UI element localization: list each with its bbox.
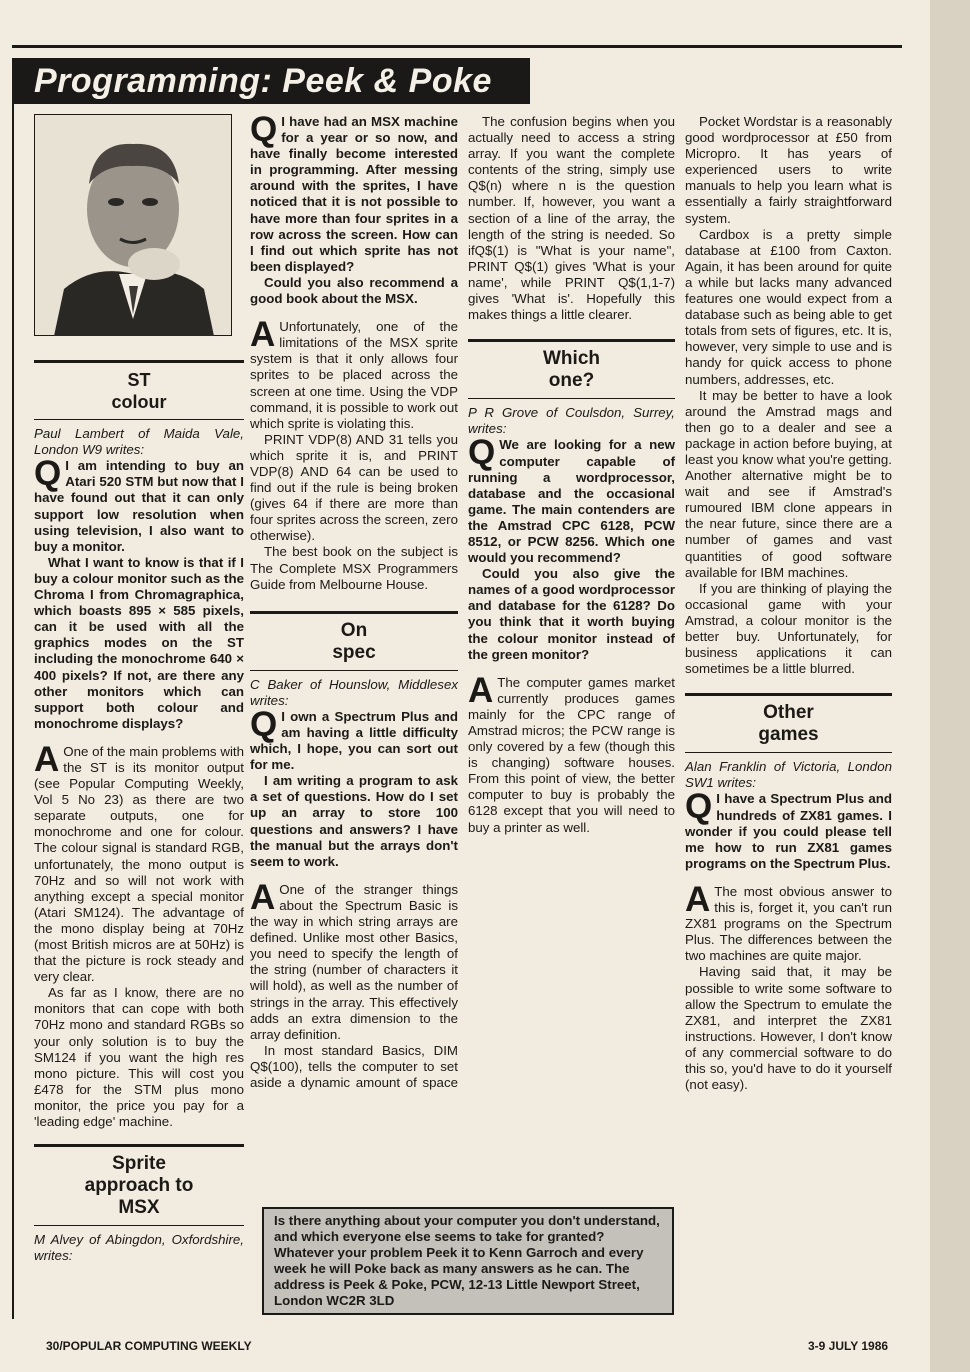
drop-cap-a: A (250, 315, 276, 355)
drop-cap-q: Q (250, 704, 278, 744)
which-answer-5: If you are thinking of playing the occasional game with your Amstrad, a colour monitor is the better buy. Unfortunately, for business applications it can sometimes be a little blurred. (685, 580, 892, 677)
msx-question-2: Could you also recommend a good book about the MSX. (250, 274, 458, 307)
st-byline: Paul Lambert of Maida Vale, London W9 writes: (34, 426, 244, 458)
other-answer-1-text: The most obvious answer to this is, forget it, you can't run ZX81 programs on the Spectrum Plus. The differences between the two machines are quite major. (685, 883, 892, 964)
spec-question-1-text: I own a Spectrum Plus and am having a little difficulty which, I hope, you can sort out for me. (250, 708, 458, 773)
page-title: Programming: Peek & Poke (12, 58, 530, 104)
spec-question-2: I am writing a program to ask a set of questions. How do I set up an array to store 100 questions and answers? I have the manual but the arrays don't seem to work. (250, 773, 458, 869)
column-4 (685, 114, 892, 1093)
msx-byline: M Alvey of Abingdon, Oxfordshire, writes: (34, 1232, 244, 1264)
other-question-1 (685, 787, 892, 871)
spec-answer-2: In most standard Basics, DIM Q$(100), tells the computer to set aside a dynamic amount of space (250, 1042, 458, 1090)
drop-cap-q: Q (685, 787, 713, 827)
footer-date: 3-9 JULY 1986 (808, 1339, 889, 1353)
drop-cap-q: Q (250, 110, 278, 149)
msx-heading (34, 1144, 244, 1219)
st-answer-1-text: One of the main problems with the ST is its monitor output (see Popular Computing Weekly, Vol 5 No 23) as there are two separate outputs, one for monochrome and one for colour. The colour signal is standard RGB, unfortunately, the mono output is 70Hz and so will not work with anything except a special monitor (Atari SM124). The advantage of the mono display being at 70Hz (most British micros are at 50Hz) is that the picture is rock steady and very clear. (34, 743, 244, 985)
info-box: Is there anything about your computer you don't understand, and which everyone else seems to take for granted? Whatever your problem Peek it to Kenn Garroch and every week he will Poke back as many answers as he can. The address is Peek & Poke, PCW, 12-13 Little Newport Street, London WC2R 3LD (262, 1207, 674, 1315)
drop-cap-a: A (685, 879, 711, 919)
spec-heading (250, 611, 458, 664)
which-answer-1-text: The computer games market currently produces games mainly for the CPC range of Amstrad micros; the PCW range is only covered by a few (though this is changing) software houses. From this point of view, the better computer to buy is probably the 6128 except that you will need to buy a printer as well. (468, 674, 675, 835)
drop-cap-q: Q (34, 454, 62, 494)
column-2 (250, 110, 458, 1093)
which-heading (468, 339, 675, 392)
msx-answer-2: PRINT VDP(8) AND 31 tells you which sprite it is, and PRINT VDP(8) AND 64 can be used to find out if the rule is being broken (gives 64 if there are more than four sprites across the screen, zero otherwise). (250, 431, 458, 544)
other-heading (685, 693, 892, 746)
spec-answer-1-text: One of the stranger things about the Spectrum Basic is the way in which string arrays are defined. Unlike most other Basics, you need to specify the length of the string (number of characters it will hold), as well as the number of strings in the array. This effectively adds an extra dimension to the array definition. (250, 881, 458, 1042)
msx-answer-1-text: Unfortunately, one of the limitations of the MSX sprite system is that it only allows four sprites to be placed across the screen at one time. Using the VDP command, it is possible to work out which sprite is violating this. (250, 319, 458, 431)
st-title: ST colour (111, 370, 167, 413)
st-question-1-text: I am intending to buy an Atari 520 STM but now that I have found out that it can only support low resolution when using television, I also want to buy a monitor. (34, 458, 244, 554)
st-question-1 (34, 454, 244, 555)
which-question-1 (468, 433, 675, 566)
which-answer-4: It may be better to have a look around the Amstrad mags and then go to a dealer and see a package in action before buying, at least you know what you're getting. Another alternative might be to wait and see if Amstrad's rumoured IBM clone appears in the near future, since there are a number of games and vast quantities of good software available for IBM machines. (685, 387, 892, 580)
divider (34, 1225, 244, 1226)
which-title: Which one? (543, 348, 600, 392)
footer-publication: 30/POPULAR COMPUTING WEEKLY (46, 1339, 252, 1353)
drop-cap-a: A (468, 670, 494, 710)
left-rule (12, 104, 14, 1319)
st-answer-2: As far as I know, there are no monitors that can cope with both 70Hz mono and standard RGBs so your only solution is to buy the SM124 if you want the high res mono picture. This will cost you £478 for the STM plus mono monitor, the price you pay for a 'leading edge' machine. (34, 985, 244, 1130)
st-heading (34, 360, 244, 413)
msx-answer-1 (250, 315, 458, 432)
column-1 (34, 114, 244, 1264)
msx-answer-3: The best book on the subject is The Complete MSX Programmers Guide from Melbourne House. (250, 544, 458, 592)
drop-cap-q: Q (468, 433, 496, 473)
divider (34, 419, 244, 420)
page-edge (930, 0, 970, 1372)
msx-question-1-text: I have had an MSX machine for a year or so now, and have finally become interested in programming. After messing around with the sprites, I have noticed that it is not possible to have more than four sprites in a row across the screen. How can I find out which sprite has not been displayed? (250, 114, 458, 274)
spec-title: On spec (332, 619, 376, 663)
which-answer-3: Cardbox is a pretty simple database at £100 from Caxton. Again, it has been around for quite a while but lacks many advanced features one would expect from a database such as being able to get totals from sets of figures, etc. It is, however, very simple to use and is handy for quick access to phone numbers, addresses, etc. (685, 226, 892, 387)
spec-answer-3: The confusion begins when you actually need to access a string array. If you want the complete contents of the string, simply use Q$(n) where n is the question number. If, however, you want a section of a line of the array, the length of the string is needed. So ifQ$(1) is "What is your name", PRINT Q$(1) gives 'What is your name', while PRINT Q$(1,1-7) gives 'What is'. Hopefully this makes things a little clearer. (468, 114, 675, 323)
spec-answer-1 (250, 877, 458, 1043)
which-answer-2: Pocket Wordstar is a reasonably good wordprocessor at £50 from Micropro. It has years of experienced users to write manuals to help you learn what is essentially a fairly straightforward system. (685, 114, 892, 226)
author-photo (34, 114, 232, 336)
msx-title: Sprite approach to MSX (84, 1153, 194, 1219)
which-answer-1 (468, 670, 675, 836)
other-answer-2: Having said that, it may be possible to write some software to allow the Spectrum to emulate the ZX81, and interpret the ZX81 instructions. However, I don't know of any commercial software to do this so, you'd have to do it yourself (not easy). (685, 964, 892, 1093)
drop-cap-a: A (250, 877, 276, 917)
st-question-2: What I want to know is that if I buy a colour monitor such as the Chroma I from Chromagraphica, which boasts 895 × 585 pixels, can it be used with all the graphics modes on the ST including the monochrome 640 × 400 pixels? If not, are there any other monitors which can support both colour and monochrome displays? (34, 554, 244, 731)
column-3 (468, 114, 675, 836)
msx-question-1 (250, 110, 458, 275)
other-byline: Alan Franklin of Victoria, London SW1 writes: (685, 759, 892, 791)
spec-byline: C Baker of Hounslow, Middlesex writes: (250, 676, 458, 708)
other-question-1-text: I have a Spectrum Plus and hundreds of ZX81 games. I wonder if you could please tell me how to run ZX81 games programs on the Spectrum Plus. (685, 791, 892, 871)
drop-cap-a: A (34, 739, 60, 779)
other-title: Other games (758, 702, 819, 746)
divider (468, 398, 675, 399)
other-answer-1 (685, 879, 892, 964)
spec-question-1 (250, 704, 458, 773)
divider (685, 752, 892, 753)
which-question-1-text: We are looking for a new computer capable of running a wordprocessor, database and the occasional game. The main contenders are the Amstrad CPC 6128, PCW 8512, or PCW 8256. Which one would you recommend? (468, 437, 675, 566)
which-question-2: Could you also give the names of a good wordprocessor and database for the 6128? Do you think that it worth buying the colour monitor instead of the green monitor? (468, 566, 675, 662)
divider (250, 670, 458, 671)
top-rule (12, 45, 902, 48)
st-answer-1 (34, 739, 244, 985)
which-byline: P R Grove of Coulsdon, Surrey, writes: (468, 405, 675, 437)
